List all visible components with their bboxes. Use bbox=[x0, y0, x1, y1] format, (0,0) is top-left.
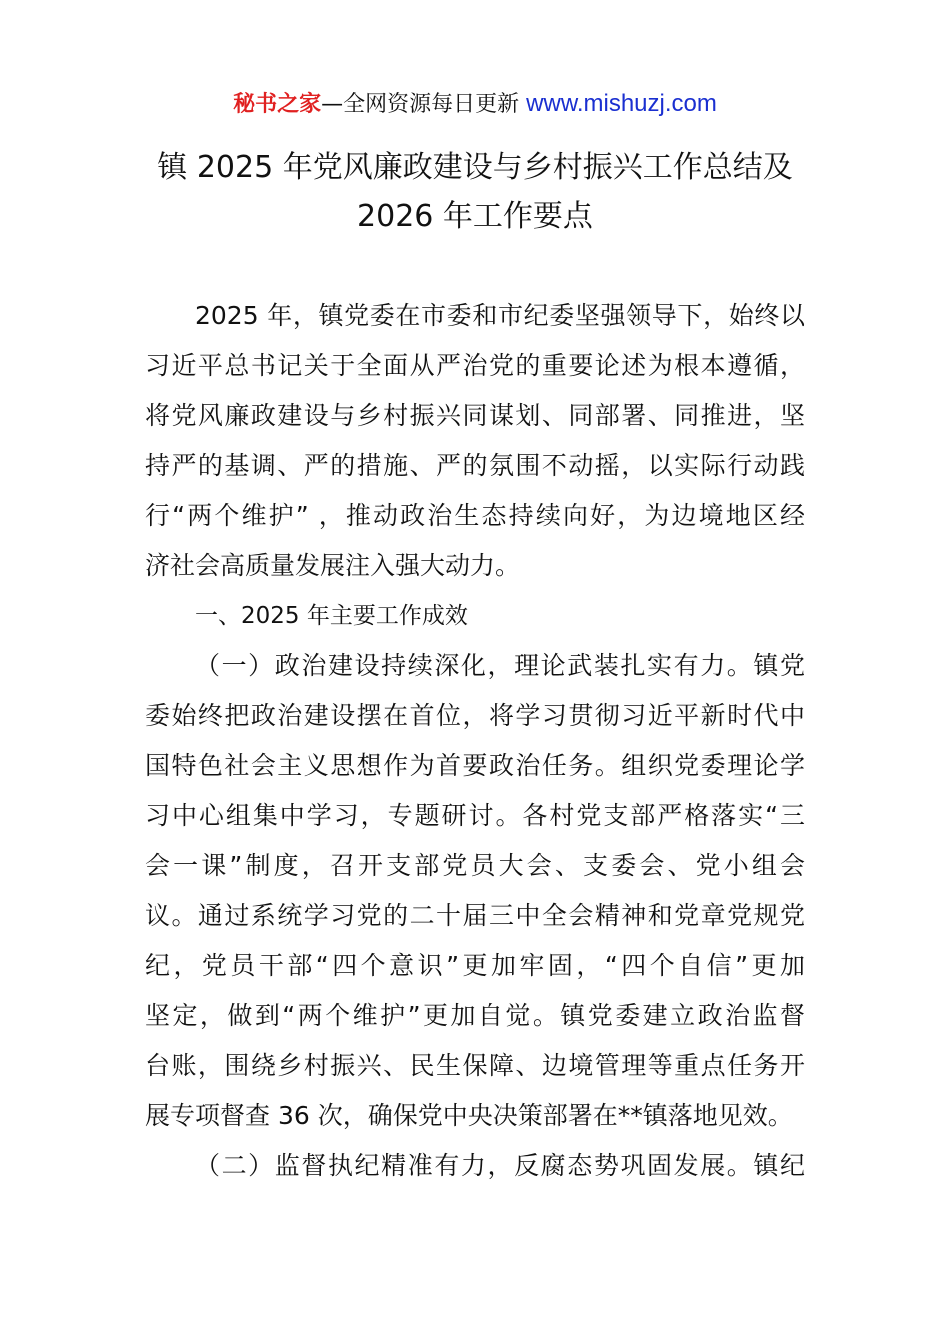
paragraph-line: 议。通过系统学习党的二十届三中全会精神和党章党规党 bbox=[145, 901, 805, 930]
paragraph-line: 持严的基调、严的措施、严的氛围不动摇，以实际行动践 bbox=[145, 451, 805, 480]
paragraph-line: 习中心组集中学习，专题研讨。各村党支部严格落实“三 bbox=[145, 801, 805, 830]
banner-slogan: —全网资源每日更新 bbox=[321, 92, 527, 117]
document-body bbox=[145, 291, 805, 1191]
paragraph-line: 台账，围绕乡村振兴、民生保障、边境管理等重点任务开 bbox=[145, 1051, 805, 1080]
paragraph-line: 委始终把政治建设摆在首位，将学习贯彻习近平新时代中 bbox=[145, 701, 805, 730]
document-title-line-1: 镇 2025 年党风廉政建设与乡村振兴工作总结及 bbox=[157, 150, 793, 185]
brand-name: 秘书之家 bbox=[233, 92, 322, 117]
paragraph-line: 行“两个维护” ，推动政治生态持续向好，为边境地区经 bbox=[145, 501, 805, 530]
paragraph-line: 将党风廉政建设与乡村振兴同谋划、同部署、同推进，坚 bbox=[145, 401, 805, 430]
paragraph-line: （一）政治建设持续深化，理论武装扎实有力。镇党 bbox=[195, 651, 805, 680]
paragraph-line: 展专项督查 36 次，确保党中央决策部署在**镇落地见效。 bbox=[145, 1101, 793, 1130]
paragraph-line: 习近平总书记关于全面从严治党的重要论述为根本遵循， bbox=[145, 351, 805, 380]
site-banner bbox=[0, 88, 950, 121]
paragraph-line: 国特色社会主义思想作为首要政治任务。组织党委理论学 bbox=[145, 751, 805, 780]
section-heading: 一、2025 年主要工作成效 bbox=[195, 603, 468, 629]
paragraph-line: 济社会高质量发展注入强大动力。 bbox=[145, 551, 521, 580]
paragraph-line: 纪，党员干部“四个意识”更加牢固，“四个自信”更加 bbox=[145, 951, 805, 980]
document-title-line-2: 2026 年工作要点 bbox=[357, 199, 593, 234]
paragraph-line: （二）监督执纪精准有力，反腐态势巩固发展。镇纪 bbox=[195, 1151, 805, 1180]
paragraph-line: 坚定，做到“两个维护”更加自觉。镇党委建立政治监督 bbox=[145, 1001, 805, 1030]
paragraph-line: 2025 年，镇党委在市委和市纪委坚强领导下，始终以 bbox=[195, 301, 805, 330]
site-url-link[interactable]: www.mishuzj.com bbox=[526, 90, 717, 117]
paragraph-line: 会一课”制度，召开支部党员大会、支委会、党小组会 bbox=[145, 851, 805, 880]
